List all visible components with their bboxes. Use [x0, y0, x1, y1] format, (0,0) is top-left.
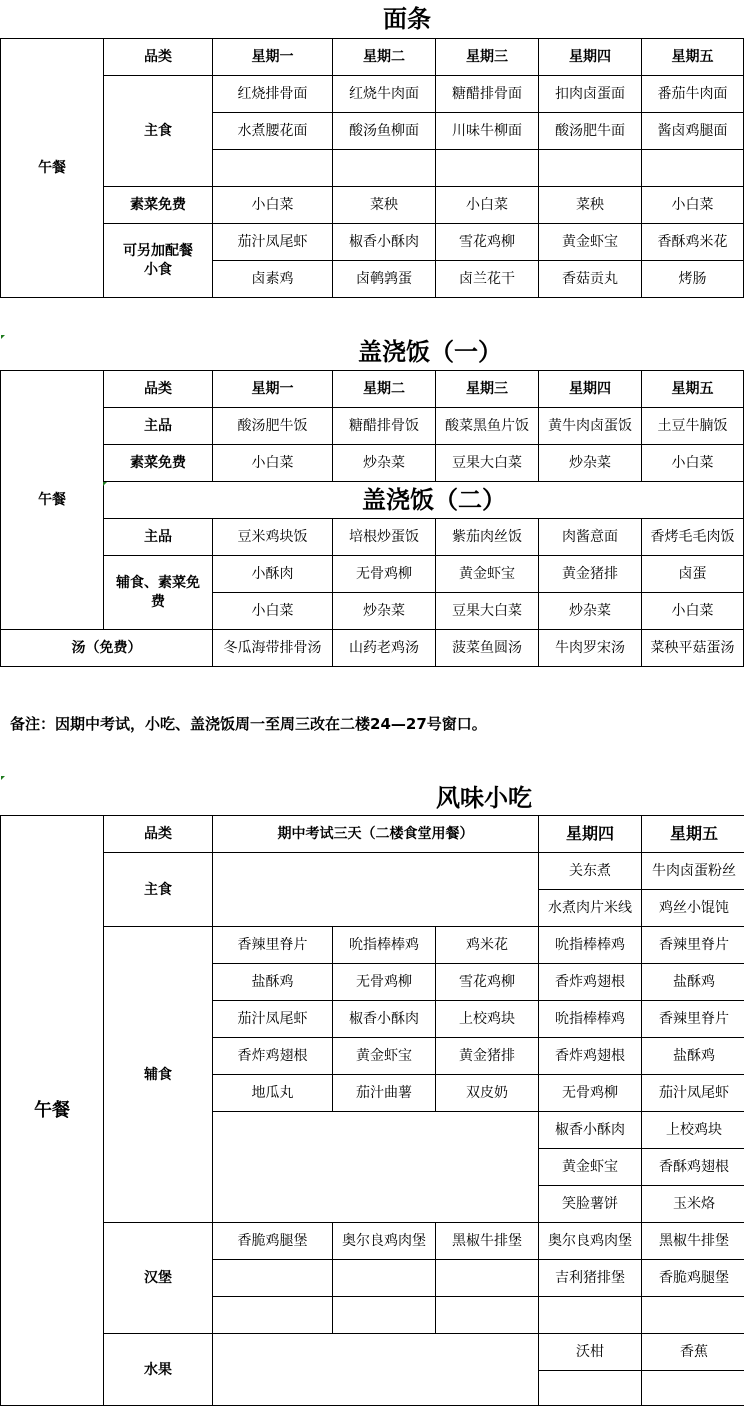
menu-cell: 雪花鸡柳	[436, 964, 539, 1001]
table-row	[1, 1223, 744, 1260]
menu-cell	[642, 1297, 744, 1334]
menu-cell: 椒香小酥肉	[539, 1112, 642, 1149]
cell-marker-icon	[1, 335, 5, 339]
menu-cell: 小白菜	[642, 593, 744, 630]
menu-cell: 冬瓜海带排骨汤	[213, 630, 333, 667]
menu-cell: 黄金虾宝	[539, 1149, 642, 1186]
menu-cell: 奥尔良鸡肉堡	[333, 1223, 436, 1260]
day-header: 星期四	[539, 39, 642, 76]
menu-cell: 茄汁曲薯	[333, 1075, 436, 1112]
menu-cell: 卤素鸡	[213, 261, 333, 298]
day-header: 星期一	[213, 371, 333, 408]
menu-cell: 香炸鸡翅根	[213, 1038, 333, 1075]
menu-cell: 牛肉卤蛋粉丝	[642, 853, 744, 890]
table-row	[1, 816, 744, 853]
menu-cell: 香蕉	[642, 1334, 744, 1371]
menu-cell: 关东煮	[539, 853, 642, 890]
menu-cell: 地瓜丸	[213, 1075, 333, 1112]
menu-cell: 菜秧	[539, 187, 642, 224]
menu-cell: 小白菜	[213, 593, 333, 630]
menu-cell	[539, 1297, 642, 1334]
menu-cell: 盐酥鸡	[642, 964, 744, 1001]
menu-cell: 椒香小酥肉	[333, 1001, 436, 1038]
menu-cell: 黄金虾宝	[539, 224, 642, 261]
menu-cell: 盐酥鸡	[213, 964, 333, 1001]
empty-cell	[213, 1334, 539, 1406]
table-row	[1, 927, 744, 964]
table-row	[1, 408, 744, 445]
menu-cell: 豆果大白菜	[436, 445, 539, 482]
empty-cell	[213, 1112, 539, 1223]
table-row	[1, 482, 744, 519]
rice-title-2: 盖浇饭（二）	[104, 482, 744, 519]
menu-cell: 菜秧平菇蛋汤	[642, 630, 744, 667]
day-header: 星期四	[539, 816, 642, 853]
menu-cell: 吉利猪排堡	[539, 1260, 642, 1297]
cell-marker-icon	[103, 482, 107, 486]
category-main: 主品	[104, 519, 213, 556]
menu-cell: 黄金猪排	[436, 1038, 539, 1075]
notice-text: 备注：因期中考试，小吃、盖浇饭周一至周三改在二楼24—27号窗口。	[10, 715, 487, 733]
menu-cell: 黄金虾宝	[436, 556, 539, 593]
menu-cell: 黄金虾宝	[333, 1038, 436, 1075]
menu-cell	[539, 150, 642, 187]
category-side: 辅食	[104, 927, 213, 1223]
menu-cell	[333, 150, 436, 187]
menu-cell: 酸汤肥牛面	[539, 113, 642, 150]
category-main: 主品	[104, 408, 213, 445]
menu-cell: 土豆牛腩饭	[642, 408, 744, 445]
menu-cell: 番茄牛肉面	[642, 76, 744, 113]
menu-cell: 烤肠	[642, 261, 744, 298]
menu-cell: 香脆鸡腿堡	[213, 1223, 333, 1260]
lunch-label: 午餐	[1, 39, 104, 298]
menu-cell: 小酥肉	[213, 556, 333, 593]
menu-cell: 茄汁凤尾虾	[213, 1001, 333, 1038]
table-row	[1, 187, 744, 224]
table-row	[1, 76, 744, 113]
menu-cell: 吮指棒棒鸡	[539, 927, 642, 964]
table-row	[1, 224, 744, 261]
menu-cell: 菠菜鱼圆汤	[436, 630, 539, 667]
day-header: 星期四	[539, 371, 642, 408]
table-row	[1, 519, 744, 556]
menu-cell: 无骨鸡柳	[333, 556, 436, 593]
menu-cell: 紫茄肉丝饭	[436, 519, 539, 556]
table-row	[1, 371, 744, 408]
menu-cell: 酸汤肥牛饭	[213, 408, 333, 445]
menu-cell: 糖醋排骨面	[436, 76, 539, 113]
menu-cell	[642, 150, 744, 187]
menu-cell	[333, 1297, 436, 1334]
menu-cell	[213, 1260, 333, 1297]
menu-cell: 小白菜	[642, 187, 744, 224]
menu-cell: 牛肉罗宋汤	[539, 630, 642, 667]
menu-cell: 香酥鸡翅根	[642, 1149, 744, 1186]
menu-cell: 双皮奶	[436, 1075, 539, 1112]
snacks-table	[0, 815, 744, 1406]
table-row	[1, 556, 744, 593]
menu-cell: 香脆鸡腿堡	[642, 1260, 744, 1297]
menu-cell: 上校鸡块	[436, 1001, 539, 1038]
menu-cell: 雪花鸡柳	[436, 224, 539, 261]
menu-cell	[539, 1371, 642, 1406]
menu-cell: 炒杂菜	[333, 445, 436, 482]
day-header: 星期二	[333, 371, 436, 408]
menu-cell: 香烤毛毛肉饭	[642, 519, 744, 556]
menu-cell: 水煮腰花面	[213, 113, 333, 150]
day-header: 星期五	[642, 371, 744, 408]
category-burger: 汉堡	[104, 1223, 213, 1334]
menu-cell: 小白菜	[213, 445, 333, 482]
menu-cell	[436, 1297, 539, 1334]
menu-cell: 山药老鸡汤	[333, 630, 436, 667]
table-row	[1, 39, 744, 76]
menu-cell: 炒杂菜	[539, 445, 642, 482]
menu-cell: 香菇贡丸	[539, 261, 642, 298]
exam-header: 期中考试三天（二楼食堂用餐）	[213, 816, 539, 853]
menu-cell: 茄汁凤尾虾	[213, 224, 333, 261]
day-header: 星期五	[642, 39, 744, 76]
category-header: 品类	[104, 39, 213, 76]
day-header: 星期一	[213, 39, 333, 76]
table-row	[1, 1334, 744, 1371]
menu-cell: 茄汁凤尾虾	[642, 1075, 744, 1112]
menu-cell: 豆米鸡块饭	[213, 519, 333, 556]
menu-cell	[436, 1260, 539, 1297]
menu-cell: 糖醋排骨饭	[333, 408, 436, 445]
category-veg: 素菜免费	[104, 187, 213, 224]
menu-cell: 黄金猪排	[539, 556, 642, 593]
rice-table	[0, 370, 744, 667]
menu-cell: 沃柑	[539, 1334, 642, 1371]
menu-cell	[333, 1260, 436, 1297]
table-row	[1, 853, 744, 890]
category-main: 主食	[104, 76, 213, 187]
category-header: 品类	[104, 816, 213, 853]
menu-cell: 水煮肉片米线	[539, 890, 642, 927]
category-veg: 素菜免费	[104, 445, 213, 482]
menu-cell: 炒杂菜	[333, 593, 436, 630]
day-header: 星期二	[333, 39, 436, 76]
menu-cell: 酱卤鸡腿面	[642, 113, 744, 150]
rice-title-1: 盖浇饭（一）	[358, 337, 502, 366]
menu-cell: 香炸鸡翅根	[539, 964, 642, 1001]
menu-cell	[213, 150, 333, 187]
menu-cell: 椒香小酥肉	[333, 224, 436, 261]
menu-cell: 香辣里脊片	[642, 927, 744, 964]
menu-cell: 小白菜	[642, 445, 744, 482]
noodles-title: 面条	[383, 4, 431, 33]
menu-cell: 菜秧	[333, 187, 436, 224]
menu-cell: 卤蛋	[642, 556, 744, 593]
menu-cell: 笑脸薯饼	[539, 1186, 642, 1223]
menu-cell	[213, 1297, 333, 1334]
menu-cell: 培根炒蛋饭	[333, 519, 436, 556]
lunch-label: 午餐	[1, 816, 104, 1406]
table-row	[1, 630, 744, 667]
day-header: 星期三	[436, 39, 539, 76]
menu-cell: 吮指棒棒鸡	[333, 927, 436, 964]
category-soup: 汤（免费）	[1, 630, 213, 667]
table-row	[1, 445, 744, 482]
menu-cell: 鸡丝小馄饨	[642, 890, 744, 927]
cell-marker-icon	[1, 776, 5, 780]
menu-cell: 卤兰花干	[436, 261, 539, 298]
menu-cell	[642, 1371, 744, 1406]
menu-cell: 香辣里脊片	[642, 1001, 744, 1038]
menu-cell: 无骨鸡柳	[539, 1075, 642, 1112]
menu-cell: 黑椒牛排堡	[642, 1223, 744, 1260]
menu-cell: 红烧牛肉面	[333, 76, 436, 113]
category-side: 辅食、素菜免费	[104, 556, 213, 630]
menu-cell: 小白菜	[213, 187, 333, 224]
category-main: 主食	[104, 853, 213, 927]
menu-cell: 香炸鸡翅根	[539, 1038, 642, 1075]
menu-cell: 玉米烙	[642, 1186, 744, 1223]
menu-cell: 卤鹌鹑蛋	[333, 261, 436, 298]
category-header: 品类	[104, 371, 213, 408]
menu-cell: 川味牛柳面	[436, 113, 539, 150]
empty-cell	[213, 853, 539, 927]
noodles-table	[0, 38, 744, 298]
menu-cell: 黄牛肉卤蛋饭	[539, 408, 642, 445]
menu-cell	[436, 150, 539, 187]
menu-cell: 上校鸡块	[642, 1112, 744, 1149]
menu-cell: 肉酱意面	[539, 519, 642, 556]
menu-cell: 红烧排骨面	[213, 76, 333, 113]
menu-cell: 酸菜黑鱼片饭	[436, 408, 539, 445]
menu-cell: 黑椒牛排堡	[436, 1223, 539, 1260]
menu-cell: 炒杂菜	[539, 593, 642, 630]
lunch-label: 午餐	[1, 371, 104, 630]
menu-cell: 盐酥鸡	[642, 1038, 744, 1075]
menu-cell: 香辣里脊片	[213, 927, 333, 964]
day-header: 星期五	[642, 816, 744, 853]
category-extra: 可另加配餐小食	[104, 224, 213, 298]
menu-cell: 鸡米花	[436, 927, 539, 964]
menu-cell: 扣肉卤蛋面	[539, 76, 642, 113]
menu-cell: 无骨鸡柳	[333, 964, 436, 1001]
snacks-title: 风味小吃	[436, 783, 532, 812]
menu-cell: 奥尔良鸡肉堡	[539, 1223, 642, 1260]
menu-cell: 吮指棒棒鸡	[539, 1001, 642, 1038]
category-fruit: 水果	[104, 1334, 213, 1406]
menu-cell: 豆果大白菜	[436, 593, 539, 630]
menu-cell: 小白菜	[436, 187, 539, 224]
day-header: 星期三	[436, 371, 539, 408]
menu-cell: 酸汤鱼柳面	[333, 113, 436, 150]
menu-cell: 香酥鸡米花	[642, 224, 744, 261]
